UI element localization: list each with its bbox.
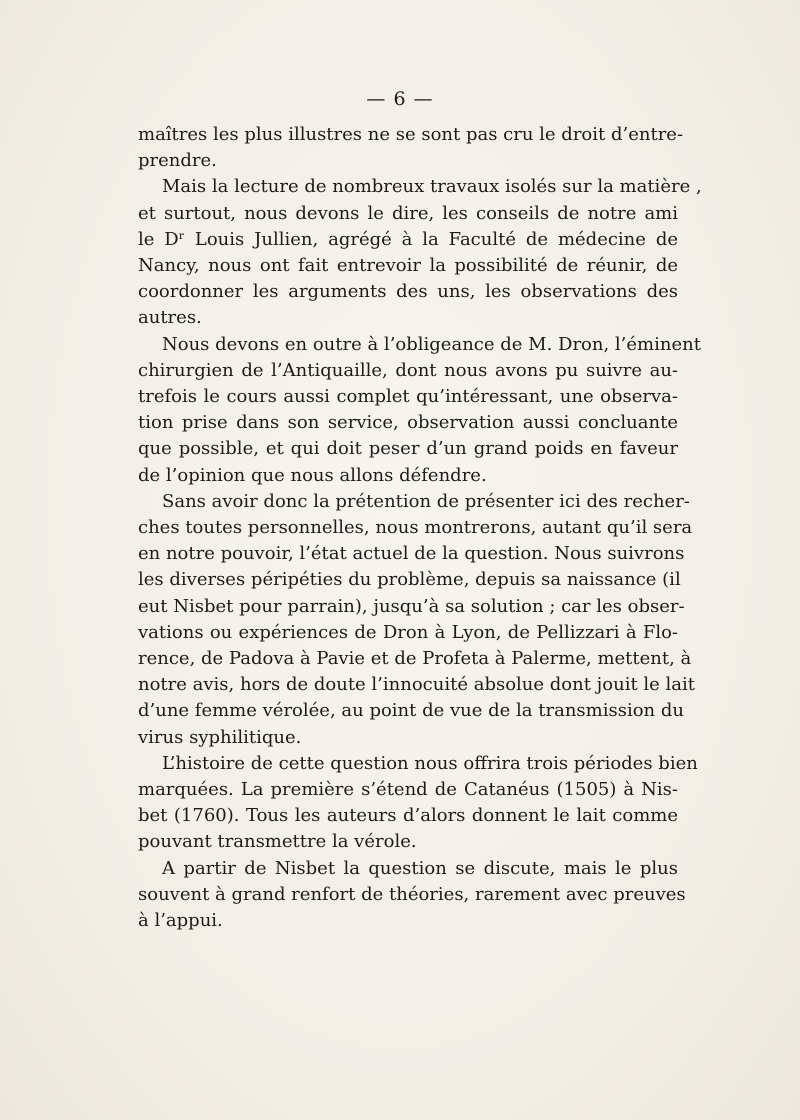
text-line: souvent à grand renfort de théories, rarement avec preuves bbox=[138, 883, 686, 905]
text-line: eut Nisbet pour parrain), jusqu’à sa solution ; car les obser- bbox=[138, 595, 685, 617]
text-line: que possible, et qui doit peser d’un grand poids en faveur bbox=[138, 438, 678, 460]
text-line: les diverses péripéties du problème, depuis sa naissance (il bbox=[138, 569, 681, 591]
text-line: Sans avoir donc la prétention de présenter ici des recher- bbox=[162, 490, 690, 512]
page-number: — 6 — bbox=[366, 88, 434, 110]
body-text bbox=[138, 122, 702, 934]
text-line: et surtout, nous devons le dire, les conseils de notre ami bbox=[138, 202, 678, 224]
text-line: trefois le cours aussi complet qu’intéressant, une observa- bbox=[138, 386, 678, 408]
text-line: chirurgien de l’Antiquaille, dont nous avons pu suivre au- bbox=[138, 359, 678, 381]
text-line: tion prise dans son service, observation aussi concluante bbox=[138, 412, 678, 434]
text-line: pouvant transmettre la vérole. bbox=[138, 831, 417, 853]
text-line: L’histoire de cette question nous offrira trois périodes bien bbox=[162, 752, 698, 774]
text-line: virus syphilitique. bbox=[138, 726, 302, 748]
text-line: Mais la lecture de nombreux travaux isolés sur la matière , bbox=[162, 176, 702, 198]
text-line: le Dʳ Louis Jullien, agrégé à la Faculté de médecine de bbox=[138, 228, 678, 250]
text-line: vations ou expériences de Dron à Lyon, de Pellizzari à Flo- bbox=[138, 621, 678, 643]
text-line: coordonner les arguments des uns, les observations des bbox=[138, 281, 678, 303]
text-line: à l’appui. bbox=[138, 910, 223, 932]
text-line: bet (1760). Tous les auteurs d’alors donnent le lait comme bbox=[138, 805, 678, 827]
text-line: rence, de Padova à Pavie et de Profeta à Palerme, mettent, à bbox=[138, 648, 692, 670]
text-line: maîtres les plus illustres ne se sont pas cru le droit d’entre- bbox=[138, 124, 684, 145]
text-line: Nancy, nous ont fait entrevoir la possibilité de réunir, de bbox=[138, 255, 678, 277]
text-line: prendre. bbox=[138, 150, 217, 172]
text-line: marquées. La première s’étend de Catanéus (1505) à Nis- bbox=[138, 779, 678, 801]
text-line: en notre pouvoir, l’état actuel de la question. Nous suivrons bbox=[138, 543, 685, 565]
text-line: A partir de Nisbet la question se discute, mais le plus bbox=[162, 857, 678, 879]
text-line: d’une femme vérolée, au point de vue de la transmission du bbox=[138, 700, 684, 722]
text-line: autres. bbox=[138, 307, 202, 329]
text-line: ches toutes personnelles, nous montrerons, autant qu’il sera bbox=[138, 517, 693, 539]
text-line: de l’opinion que nous allons défendre. bbox=[138, 464, 487, 486]
text-line: Nous devons en outre à l’obligeance de M. Dron, l’éminent bbox=[162, 333, 701, 355]
text-line: notre avis, hors de doute l’innocuité absolue dont jouit le lait bbox=[138, 674, 696, 696]
